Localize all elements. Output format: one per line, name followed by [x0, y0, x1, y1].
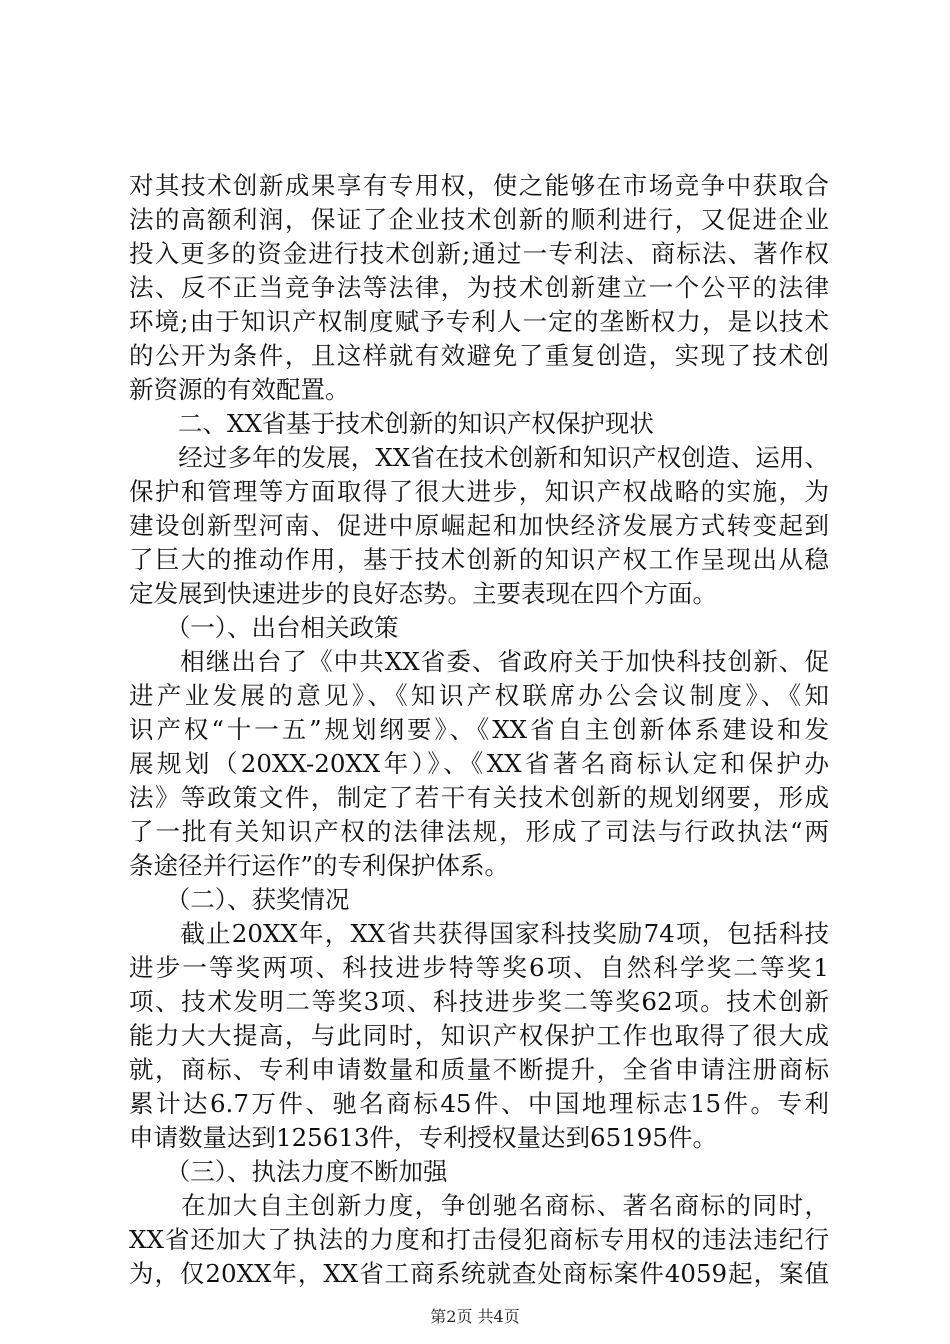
body-text-line: 投入更多的资金进行技术创新;通过一专利法、商标法、著作权	[129, 239, 829, 268]
body-text-line: 了巨大的推动作用，基于技术创新的知识产权工作呈现出从稳	[129, 545, 829, 574]
subsection-heading: （三）、执法力度不断加强	[129, 1157, 448, 1186]
body-text-line: 为，仅20XX年，XX省工商系统就查处商标案件4059起，案值	[129, 1259, 829, 1288]
body-text-line: 条途径并行运作”的专利保护体系。	[129, 851, 510, 880]
body-text-line: 在加大自主创新力度，争创驰名商标、著名商标的同时，	[129, 1191, 829, 1220]
body-text-line: XX省还加大了执法的力度和打击侵犯商标专用权的违法违纪行	[129, 1225, 829, 1254]
body-text-line: 环境;由于知识产权制度赋予专利人一定的垄断权力，是以技术	[129, 307, 829, 336]
body-text-line: 建设创新型河南、促进中原崛起和加快经济发展方式转变起到	[129, 511, 829, 540]
body-text-line: 新资源的有效配置。	[129, 375, 350, 404]
body-text-line: 展规划（20XX-20XX年）》、《XX省著名商标认定和保护办	[129, 749, 829, 778]
body-text-line: 法的高额利润，保证了企业技术创新的顺利进行，又促进企业	[129, 205, 829, 234]
body-text-line: 截止20XX年，XX省共获得国家科技奖励74项，包括科技	[129, 919, 829, 948]
body-text-line: 识产权“十一五”规划纲要》、《XX省自主创新体系建设和发	[129, 715, 829, 744]
body-text-line: 对其技术创新成果享有专用权，使之能够在市场竞争中获取合	[129, 171, 829, 200]
body-text-line: 累计达6.7万件、驰名商标45件、中国地理标志15件。专利	[129, 1089, 829, 1118]
body-text-line: 保护和管理等方面取得了很大进步，知识产权战略的实施，为	[129, 477, 829, 506]
body-text-line: 经过多年的发展，XX省在技术创新和知识产权创造、运用、	[129, 443, 829, 472]
body-text-line: 能力大大提高，与此同时，知识产权保护工作也取得了很大成	[129, 1021, 829, 1050]
body-text-line: 进产业发展的意见》、《知识产权联席办公会议制度》、《知	[129, 681, 829, 710]
body-text-line: 定发展到快速进步的良好态势。主要表现在四个方面。	[129, 579, 717, 608]
body-text-line: 进步一等奖两项、科技进步特等奖6项、自然科学奖二等奖1	[129, 953, 829, 982]
body-text-line: 就，商标、专利申请数量和质量不断提升，全省申请注册商标	[129, 1055, 829, 1084]
body-text-line: 项、技术发明二等奖3项、科技进步奖二等奖62项。技术创新	[129, 987, 829, 1016]
page-number-footer: 第2页 共4页	[430, 1307, 520, 1326]
body-text-line: 法、反不正当竞争法等法律，为技术创新建立一个公平的法律	[129, 273, 829, 302]
subsection-heading: （一）、出台相关政策	[129, 613, 399, 642]
body-text-line: 申请数量达到125613件，专利授权量达到65195件。	[129, 1123, 717, 1152]
body-text-line: 相继出台了《中共XX省委、省政府关于加快科技创新、促	[129, 647, 829, 676]
section-heading: 二、XX省基于技术创新的知识产权保护现状	[129, 409, 654, 438]
body-text-line: 了一批有关知识产权的法律法规，形成了司法与行政执法“两	[129, 817, 829, 846]
body-text-line: 法》等政策文件，制定了若干有关技术创新的规划纲要，形成	[129, 783, 829, 812]
body-text-line: 的公开为条件，且这样就有效避免了重复创造，实现了技术创	[129, 341, 829, 370]
subsection-heading: （二）、获奖情况	[129, 885, 350, 914]
